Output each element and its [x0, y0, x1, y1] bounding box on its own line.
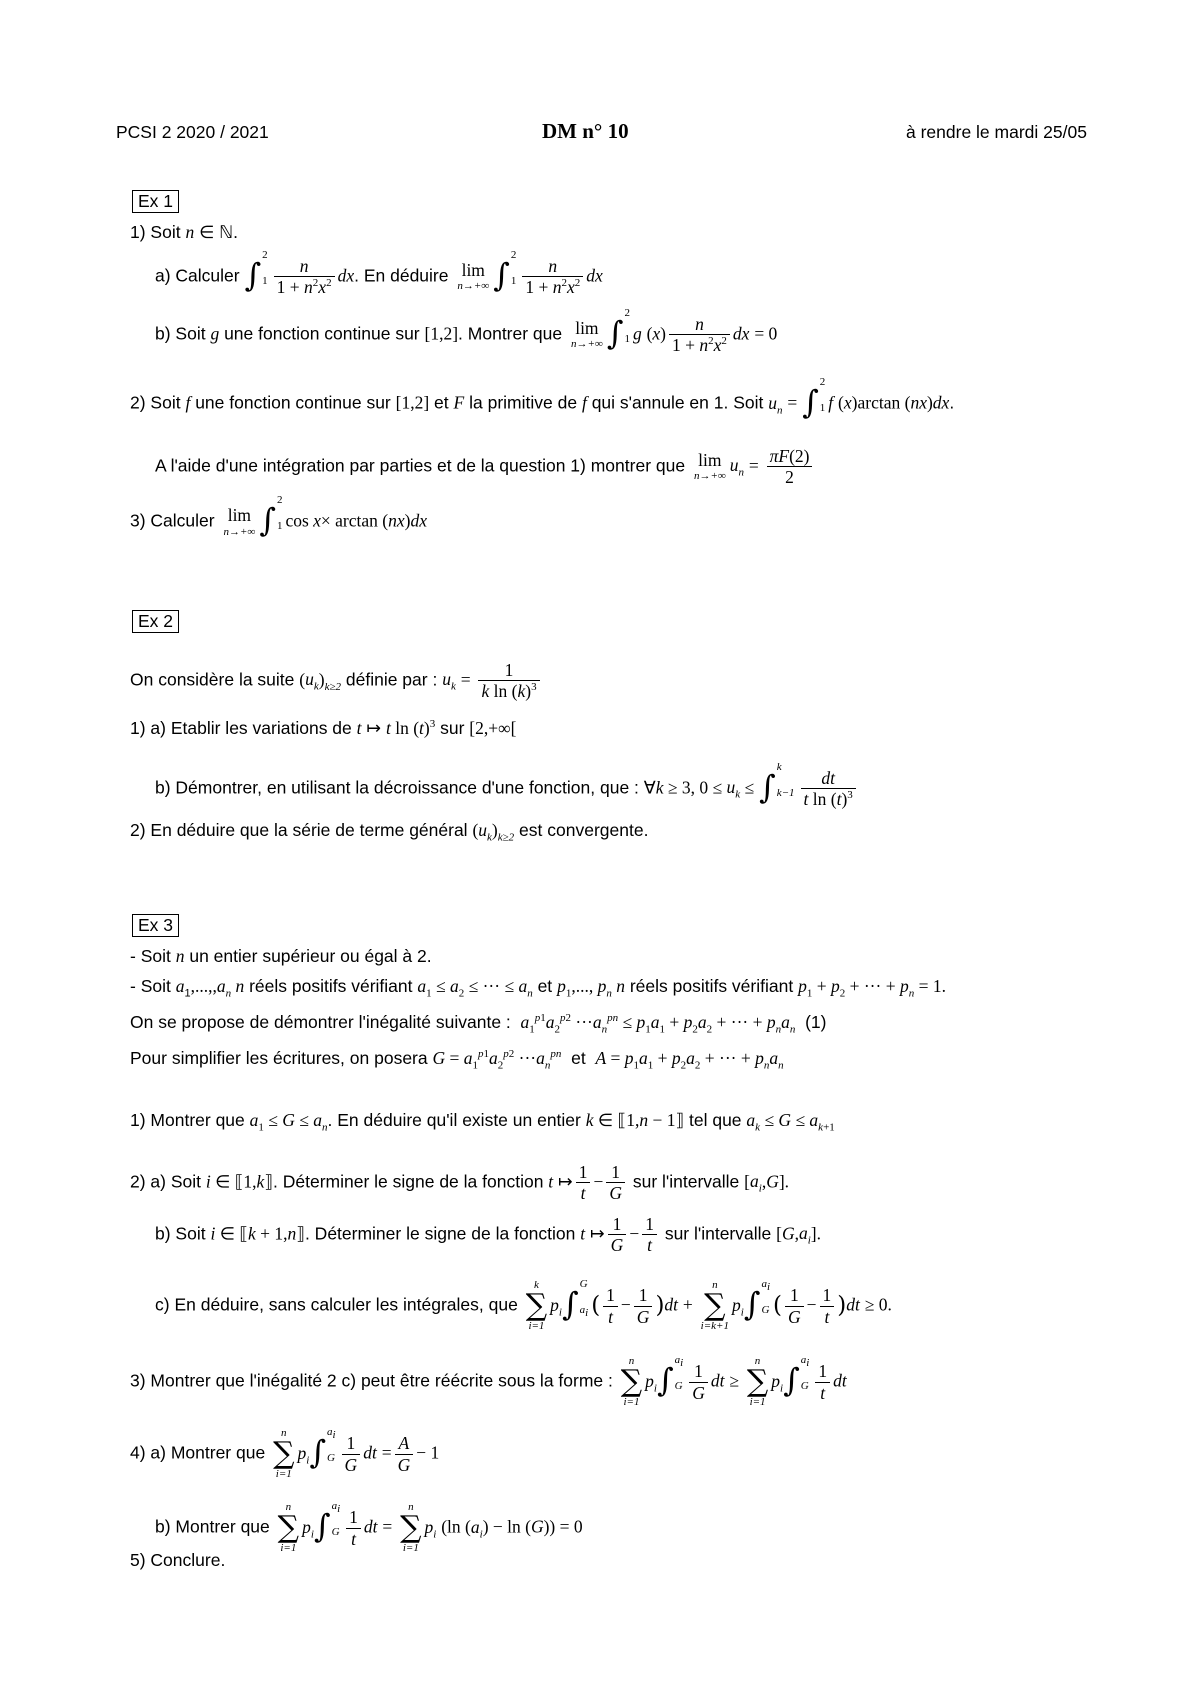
- ex3-line3: On se propose de démontrer l'inégalité suivante : $a_1^{p1}a_2^{p2} \cdot\cdot\cdot a_n^{pn} \le p_1a_1 + p_2a_2$ + ··· + $p_na_n$ (1): [130, 1012, 827, 1036]
- ex2-q2: 2) En déduire que la série de terme général $(u_k)_{k\ge 2}$ est convergente.: [130, 820, 649, 844]
- ex1-q2-text1: une fonction continue sur: [195, 392, 391, 413]
- ex2-intro1: On considère la suite: [130, 669, 295, 690]
- ex3-q2a-prefix: 2) a) Soit: [130, 1171, 201, 1192]
- ex3-line2-prefix: - Soit: [130, 976, 171, 996]
- ex3-line2-mid2: et: [537, 976, 553, 996]
- ex1-q3-prefix: 3) Calculer: [130, 510, 215, 531]
- ex3-q4a: 4) a) Montrer que n ∑ i=1 $p_i\int$ $a_i$ G $\frac{1}{G}$ dt = $\frac{A}{G}$ − 1: [130, 1426, 440, 1480]
- ex3-line1: - Soit n un entier supérieur ou égal à 2.: [130, 946, 432, 966]
- ex3-q4a-prefix: 4) a) Montrer que: [130, 1442, 266, 1463]
- ex3-line3-text: On se propose de démontrer l'inégalité suivante :: [130, 1012, 511, 1032]
- ex3-q3: 3) Montrer que l'inégalité 2 c) peut être réécrite sous la forme : n ∑ i=1 $p_i\int$ $a_i$ G $\frac{1}{G}$ dt ≥ n ∑ i=1 $p_i\int$ $a_i$ G $\frac{1}{t}$ dt: [130, 1354, 847, 1408]
- ex3-q2a-suffix: sur l'intervalle: [632, 1171, 740, 1192]
- ex1-q1b-text1: une fonction continue sur: [224, 323, 420, 344]
- ex3-q3-prefix: 3) Montrer que l'inégalité 2 c) peut être réécrite sous la forme :: [130, 1370, 613, 1391]
- ex2-q1a-prefix: 1) a) Etablir les variations de: [130, 718, 352, 738]
- ex1-q2-prefix: 2) Soit: [130, 392, 181, 413]
- ex3-line4: Pour simplifier les écritures, on posera $G = a_1^{p1}a_2^{p2} \cdot\cdot\cdot a_n^{pn}$ et $A = p_1a_1 + p_2a_2$ + ··· + $p_na_n$: [130, 1048, 784, 1072]
- ex3-line1-prefix: - Soit: [130, 946, 171, 966]
- header-right: à rendre le mardi 25/05: [906, 122, 1087, 142]
- ex2-q1a: 1) a) Etablir les variations de t ↦ t $\ln (t)^3$ sur [2,+∞[: [130, 718, 517, 738]
- ex3-line2: - Soit $a_1,...,,a_n$ n réels positifs vérifiant $a_1 \le a_2$ ≤ ··· ≤ $a_n$ et $p_1$,..., $p_n$ n réels positifs vérifiant $p_1 + p_2$ + ··· + $p_n = 1$.: [130, 976, 946, 1000]
- ex1-q2-text3: la primitive de: [469, 392, 578, 413]
- ex2-intro2: définie par :: [345, 669, 438, 690]
- ex3-line1-suffix: un entier supérieur ou égal à 2.: [189, 946, 432, 966]
- ex3-line4-and: et: [571, 1048, 586, 1068]
- ex3-q1-mid: . En déduire qu'il existe un entier: [327, 1110, 581, 1130]
- ex2-q1b: b) Démontrer, en utilisant la décroissance d'une fonction, que : ∀k ≥ 3, $0 \le u_k$ ≤ ∫ k k−1 $\frac{dt}{t \ln (t)^3}$: [155, 768, 859, 809]
- ex3-q4b: b) Montrer que n ∑ i=1 $p_i\int$ $a_i$ G $\frac{1}{t}$ dt = n ∑ i=1 $p_i$ (ln $(a_i) - \ln (G)) = 0$: [155, 1500, 583, 1554]
- ex3-q2b-prefix: b) Soit: [155, 1223, 206, 1244]
- ex1-q1a-middle: En déduire: [363, 265, 449, 286]
- ex3-label: Ex 3: [132, 914, 179, 937]
- ex1-label: Ex 1: [132, 190, 179, 213]
- ex3-q5: 5) Conclure.: [130, 1550, 226, 1570]
- ex2-q2-suffix: est convergente.: [519, 820, 649, 840]
- ex3-q1-mid2: tel que: [689, 1110, 742, 1130]
- ex1-q1: 1) Soit n ∈ ℕ.: [130, 222, 239, 242]
- ex2-q1b-prefix: b) Démontrer, en utilisant la décroissance d'une fonction, que :: [155, 777, 639, 798]
- ex2-intro: On considère la suite $(u_k)_{k\ge 2}$ définie par : $u_k$ = $\frac{1}{k \ln (k)^3}$: [130, 660, 543, 701]
- ex1-q2-text2: et: [434, 392, 449, 413]
- ex1-q2: 2) Soit f une fonction continue sur [1,2] et F la primitive de f qui s'annule en 1. Soit $u_n$ = ∫ 2 1 f (x)arctan (nx)dx.: [130, 376, 955, 421]
- ex3-q2c-prefix: c) En déduire, sans calculer les intégrales, que: [155, 1294, 518, 1315]
- ex3-q2b: b) Soit i ∈ ⟦k + 1,n⟧. Déterminer le signe de la fonction t ↦ $\frac{1}{G}$ − $\frac{1}{t}$ sur l'intervalle $[G,a_i]$.: [155, 1214, 821, 1256]
- ex3-q1: 1) Montrer que $a_1 \le G \le a_n$. En déduire qu'il existe un entier k ∈ ⟦1,n − 1⟧ tel que $a_k \le G \le a_{k+1}$: [130, 1110, 835, 1134]
- ex1-q1-text: 1) Soit: [130, 222, 181, 242]
- ex2-q2-prefix: 2) En déduire que la série de terme général: [130, 820, 468, 840]
- ex1-q3: 3) Calculer lim n→+∞ ∫ 2 1 cos x× arctan (nx)dx: [130, 494, 428, 539]
- ex3-q2a-mid: . Déterminer le signe de la fonction: [273, 1171, 544, 1192]
- ex3-q1-prefix: 1) Montrer que: [130, 1110, 245, 1130]
- ex3-q4b-prefix: b) Montrer que: [155, 1516, 270, 1537]
- ex3-line4-text: Pour simplifier les écritures, on posera: [130, 1048, 428, 1068]
- ex3-q2c: c) En déduire, sans calculer les intégrales, que k ∑ i=1 $p_i\int$ G $a_i$ ( $\frac{1}{t}$ − $\frac{1}{G}$ )dt + n ∑ i=k+1 $p_i\int$ $a_i$ G ( $\frac{1}{G}$ − $\frac{1}{t}$ )dt ≥ 0.: [155, 1278, 892, 1332]
- ex1-q1b-prefix: b) Soit: [155, 323, 206, 344]
- ex2-label: Ex 2: [132, 610, 179, 633]
- ex1-q2-line2: A l'aide d'une intégration par parties et de la question 1) montrer que lim n→+∞ $u_n$ = $\frac{\pi F(2)}{2}$: [155, 446, 815, 487]
- ex1-q1a: a) Calculer ∫ 2 1 $\frac{n}{1 + n^2x^2}$ dx. En déduire lim n→+∞ ∫ 2 1 $\frac{n}{1 + n^2x^2}$ dx: [155, 249, 603, 298]
- ex1-q1b: b) Soit g une fonction continue sur [1,2]. Montrer que lim n→+∞ ∫ 2 1 g (x) $\frac{n}{1 + n^2x^2}$ dx = 0: [155, 307, 778, 356]
- ex3-line2-mid1: réels positifs vérifiant: [249, 976, 413, 996]
- ex1-q2-line2-text: A l'aide d'une intégration par parties et de la question 1) montrer que: [155, 455, 686, 476]
- ex1-q1a-prefix: a) Calculer: [155, 265, 240, 286]
- page-title: DM n° 10: [542, 119, 629, 143]
- ex3-q2a: 2) a) Soit i ∈ ⟦1,k⟧. Déterminer le signe de la fonction t ↦ $\frac{1}{t}$ − $\frac{1}{G}$ sur l'intervalle $[a_i,G]$.: [130, 1162, 790, 1204]
- ex1-q2-text4: qui s'annule en 1. Soit: [591, 392, 764, 413]
- ex3-line2-mid3: réels positifs vérifiant: [629, 976, 794, 996]
- header-left: PCSI 2 2020 / 2021: [116, 122, 269, 142]
- ex3-line3-tag: (1): [805, 1012, 827, 1032]
- ex3-q2b-mid: . Déterminer le signe de la fonction: [304, 1223, 576, 1244]
- ex3-q2b-suffix: sur l'intervalle: [664, 1223, 772, 1244]
- ex2-q1a-suffix: sur: [440, 718, 465, 738]
- ex1-q1b-text2: . Montrer que: [458, 323, 563, 344]
